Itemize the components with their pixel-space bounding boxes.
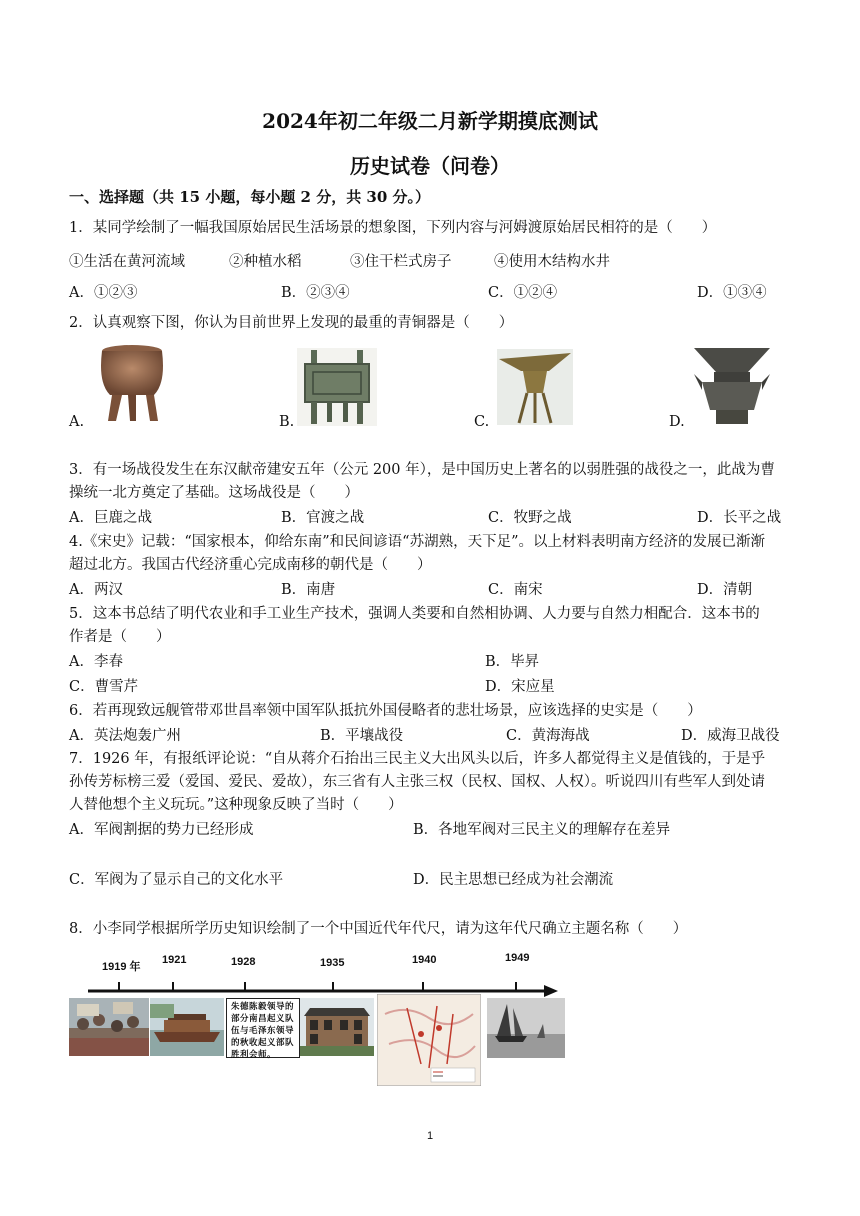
section-heading: 一、选择题（共 15 小题，每小题 2 分，共 30 分。） bbox=[69, 188, 431, 206]
q2-option-a: A. bbox=[69, 414, 85, 430]
timeline-year-1935: 1935 bbox=[320, 957, 345, 969]
question-8-stem: 8．小李同学根据所学历史知识绘制了一个中国近代年代尺，请为这年代尺确立主题名称（ ） bbox=[69, 921, 688, 937]
timeline-year-1928: 1928 bbox=[231, 956, 256, 968]
q5-option-d: D．宋应星 bbox=[485, 679, 555, 695]
q6-option-b: B．平壤战役 bbox=[320, 728, 404, 744]
question-6-stem: 6．若再现致远舰管带邓世昌率领中国军队抵抗外国侵略者的悲壮场景，应该选择的史实是（ ） bbox=[69, 703, 702, 719]
q5-option-c: C．曹雪芹 bbox=[69, 679, 139, 695]
question-4-stem-line-2: 超过北方。我国古代经济重心完成南移的朝代是（ ） bbox=[69, 557, 432, 573]
question-7-stem-line-3: 人替他想个主义玩玩。”这种现象反映了当时（ ） bbox=[69, 797, 403, 813]
river-crossing-image bbox=[487, 998, 565, 1058]
exam-title: 2024年初二年级二月新学期摸底测试 bbox=[262, 109, 598, 133]
q1-option-c: C．①②④ bbox=[488, 285, 558, 301]
jinggangshan-meeting-text: 朱德陈毅领导的部分南昌起义队伍与毛泽东领导的秋收起义部队胜利会师。 bbox=[231, 1002, 295, 1060]
question-5-stem-line-2: 作者是（ ） bbox=[69, 629, 171, 645]
zunyi-building-image bbox=[300, 998, 374, 1056]
question-7-stem-line-2: 孙传芳标榜三爱（爱国、爱民、爱故），东三省有人主张三权（民权、国权、人权）。听说四川有些军人到处请 bbox=[69, 774, 765, 790]
timeline-axis bbox=[88, 982, 558, 998]
q3-option-d: D．长平之战 bbox=[697, 510, 782, 526]
q2-option-c: C. bbox=[474, 414, 490, 430]
q6-option-d: D．威海卫战役 bbox=[681, 728, 780, 744]
q4-option-b: B．南唐 bbox=[281, 582, 336, 598]
q5-option-a: A．李春 bbox=[69, 654, 123, 670]
q7-option-b: B．各地军阀对三民主义的理解存在差异 bbox=[413, 822, 671, 838]
timeline-year-1949: 1949 bbox=[505, 952, 530, 964]
bronze-jue-image bbox=[497, 349, 573, 425]
q1-item-2: ②种植水稻 bbox=[229, 254, 302, 270]
question-3-stem-line-1: 3．有一场战役发生在东汉献帝建安五年（公元 200 年），是中国历史上著名的以弱胜强的战役之一，此战为曹 bbox=[69, 462, 775, 478]
q7-option-d: D．民主思想已经成为社会潮流 bbox=[413, 872, 614, 888]
question-4-stem-line-1: 4.《宋史》记载：“国家根本，仰给东南”和民间谚语“苏湖熟，天下足”。以上材料表明南方经济的发展已渐渐 bbox=[69, 534, 765, 550]
q7-option-a: A．军阀割据的势力已经形成 bbox=[69, 822, 254, 838]
red-boat-image bbox=[150, 998, 224, 1056]
war-map-image bbox=[377, 994, 481, 1086]
q4-option-a: A．两汉 bbox=[69, 582, 123, 598]
q3-option-a: A．巨鹿之战 bbox=[69, 510, 152, 526]
q1-option-a: A．①②③ bbox=[69, 285, 138, 301]
q6-option-c: C．黄海海战 bbox=[506, 728, 590, 744]
bronze-ding-image bbox=[297, 348, 377, 426]
q5-option-b: B．毕昇 bbox=[485, 654, 540, 670]
q6-option-a: A．英法炮轰广州 bbox=[69, 728, 181, 744]
q1-option-b: B．②③④ bbox=[281, 285, 350, 301]
q7-option-c: C．军阀为了显示自己的文化水平 bbox=[69, 872, 284, 888]
pottery-tripod-image bbox=[92, 343, 172, 423]
question-3-stem-line-2: 操统一北方奠定了基础。这场战役是（ ） bbox=[69, 485, 359, 501]
q1-item-3: ③住干栏式房子 bbox=[350, 254, 452, 270]
may-fourth-protest-image bbox=[69, 998, 149, 1056]
q2-option-d: D. bbox=[669, 414, 685, 430]
q2-option-b: B. bbox=[279, 414, 295, 430]
page-number: 1 bbox=[426, 1130, 434, 1142]
timeline-year-1921: 1921 bbox=[162, 954, 187, 966]
timeline-year-1919: 1919 年 bbox=[102, 961, 141, 973]
bronze-zun-image bbox=[692, 344, 772, 426]
q1-item-4: ④使用木结构水井 bbox=[494, 254, 610, 270]
q1-option-d: D．①③④ bbox=[697, 285, 767, 301]
q3-option-c: C．牧野之战 bbox=[488, 510, 572, 526]
question-7-stem-line-1: 7．1926 年，有报纸评论说：“自从蒋介石抬出三民主义大出风头以后，许多人都觉得主义是值钱的，于是乎 bbox=[69, 751, 766, 767]
q4-option-c: C．南宋 bbox=[488, 582, 543, 598]
timeline-year-1940: 1940 bbox=[412, 954, 437, 966]
question-5-stem-line-1: 5．这本书总结了明代农业和手工业生产技术，强调人类要和自然相协调、人力要与自然力相配合．这本书的 bbox=[69, 606, 760, 622]
q3-option-b: B．官渡之战 bbox=[281, 510, 365, 526]
q1-item-1: ①生活在黄河流域 bbox=[69, 254, 185, 270]
q4-option-d: D．清朝 bbox=[697, 582, 753, 598]
question-2-stem: 2．认真观察下图，你认为目前世界上发现的最重的青铜器是（ ） bbox=[69, 315, 514, 331]
exam-subtitle: 历史试卷（问卷） bbox=[350, 154, 510, 178]
question-1-stem: 1．某同学绘制了一幅我国原始居民生活场景的想象图，下列内容与河姆渡原始居民相符的是（ ） bbox=[69, 220, 717, 236]
